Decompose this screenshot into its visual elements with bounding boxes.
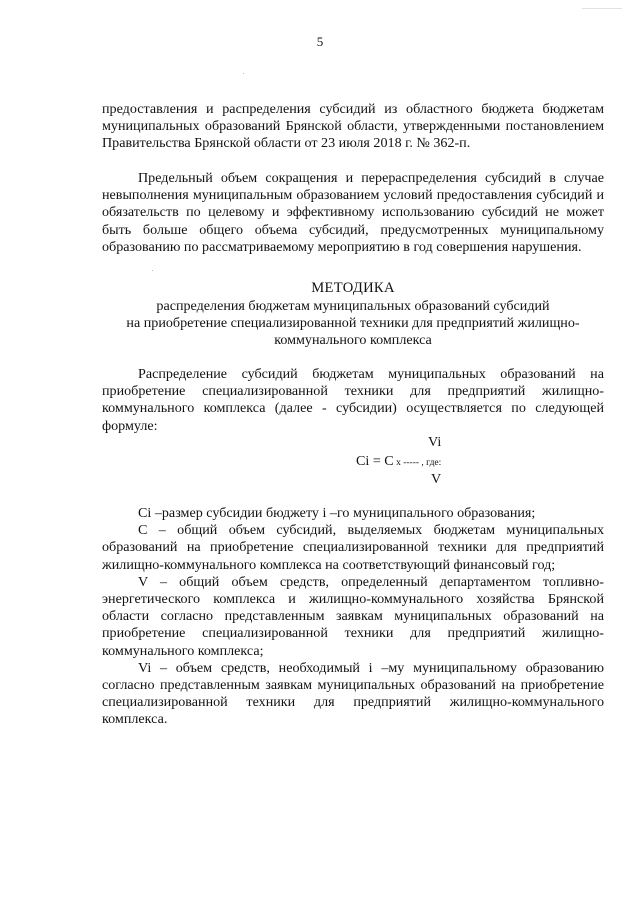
subtitle-line: распределения бюджетам муниципальных образований субсидий [156, 298, 550, 314]
scan-speck [243, 73, 244, 74]
definition-ci: Ci –размер субсидии бюджету i –го муниципального образования; [138, 505, 536, 521]
paragraph-text: предоставления и распределения субсидий из областного бюджета бюджетам муниципальных образований Брянской области, утвержденными постановлением Правительства Брянской области от 23 июля 2018 г. № 362-п. [102, 101, 604, 152]
formula-expression [356, 453, 441, 470]
paragraph-text: Предельный объем сокращения и перераспределения субсидий в случае невыполнения муниципальным образованием условий предоставления субсидий и обязательств по целевому и эффективному использованию субсидий не может быть больше общего объема субсидий, предусмотренных муниципальному образованию по рассматриваемому мероприятию в год совершения нарушения. [102, 170, 604, 255]
distribution-formula [340, 434, 540, 494]
methodology-title: МЕТОДИКА [311, 280, 395, 296]
formula-numerator: Vi [428, 434, 442, 450]
paragraph-reduction-limit [102, 170, 604, 256]
paragraph-continuation [102, 101, 604, 153]
definition-c: С – общий объем субсидий, выделяемых бюджетам муниципальных образований на приобретение специализированной техники для предприятий жилищно-коммунального комплекса на соответствующий финансовый год; [102, 522, 604, 573]
paragraph-distribution-intro [102, 366, 604, 435]
page-number: 5 [316, 34, 324, 49]
formula-definitions [102, 505, 604, 729]
subtitle-line: на приобретение специализированной техники для предприятий жилищно- [126, 315, 580, 332]
formula-operator: x ----- [393, 458, 420, 468]
paragraph-text: Распределение субсидий бюджетам муниципальных образований на приобретение специализированной техники для предприятий жилищно-коммунального комплекса (далее - субсидии) осуществляется по следующей формуле: [102, 366, 604, 434]
definition-vi: Vi – объем средств, необходимый i –му муниципальному образованию согласно представленным заявкам муниципальных образований на приобретение специализированной техники для предприятий жилищно-коммунального комплекса. [102, 659, 604, 728]
definition-v: V – общий объем средств, определенный департаментом топливно-энергетического комплекса и жилищно-коммунального хозяйства Брянской области согласно представленным заявкам муниципальных образований на приобретение специализированной техники для предприятий жилищно-коммунального комплекса; [102, 573, 604, 659]
scan-speck [152, 270, 153, 271]
formula-denominator: V [431, 471, 442, 487]
scan-edge-mark [582, 8, 622, 9]
formula-lhs: Ci = C [356, 453, 394, 469]
methodology-subtitle [102, 298, 604, 350]
formula-suffix: , где: [419, 458, 442, 468]
subtitle-line: коммунального комплекса [274, 332, 432, 349]
